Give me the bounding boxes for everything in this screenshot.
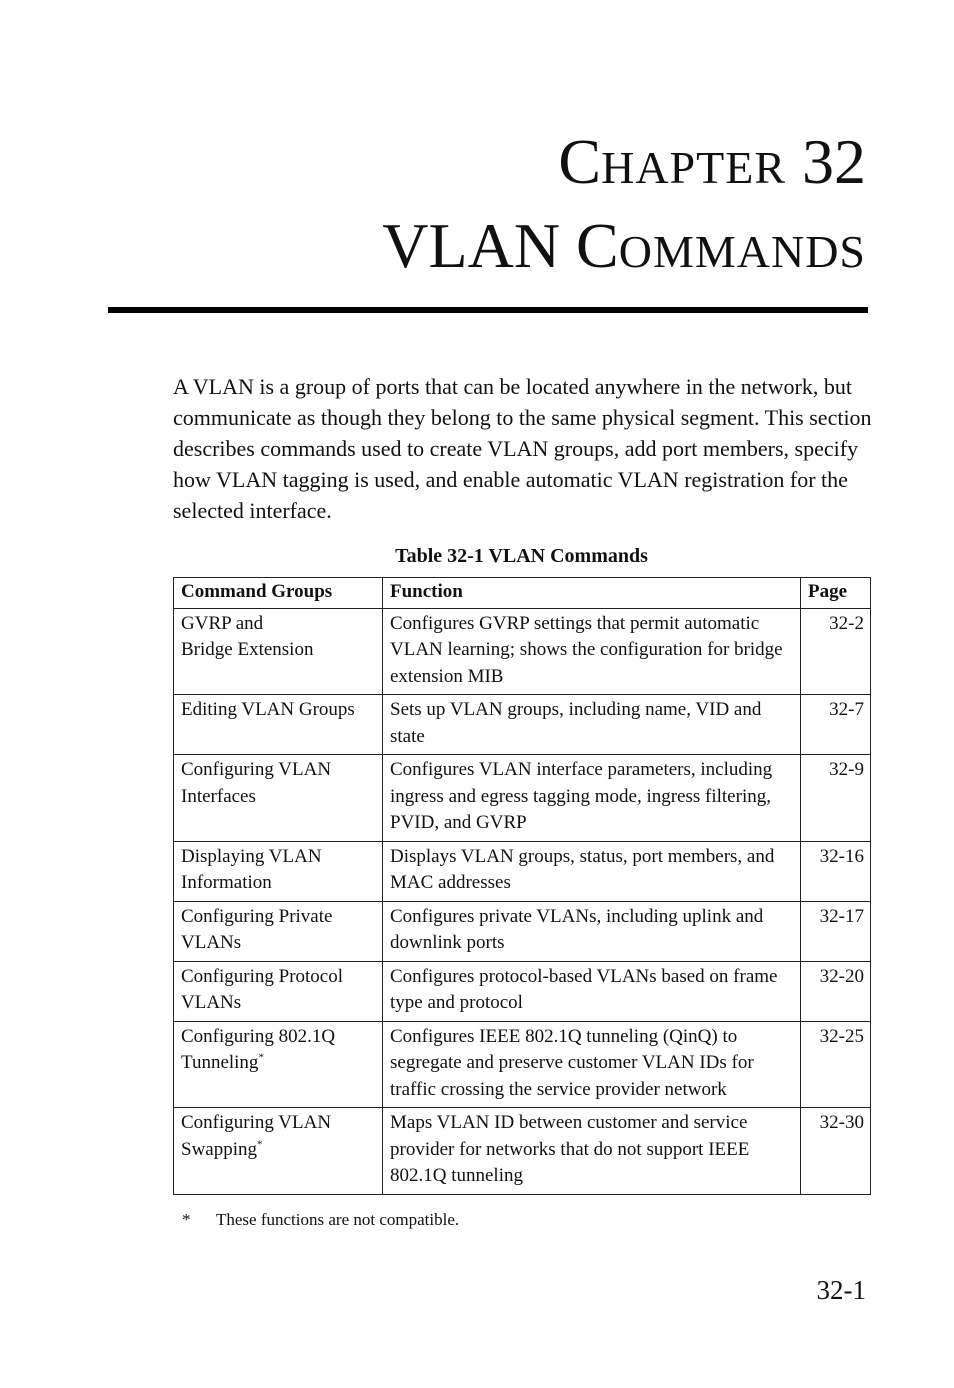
function-cell: Configures private VLANs, including uplink and downlink ports xyxy=(383,901,801,961)
table-caption: Table 32-1 VLAN Commands xyxy=(395,545,648,567)
table-row xyxy=(174,961,871,1021)
table-header-row xyxy=(174,578,871,609)
command-group-cell xyxy=(174,1108,383,1195)
function-cell: Displays VLAN groups, status, port members, and MAC addresses xyxy=(383,841,801,901)
chapter-title xyxy=(382,210,866,281)
function-cell: Sets up VLAN groups, including name, VID and state xyxy=(383,695,801,755)
table-row xyxy=(174,608,871,695)
command-group-cell: Configuring Protocol VLANs xyxy=(174,961,383,1021)
function-cell: Configures protocol-based VLANs based on frame type and protocol xyxy=(383,961,801,1021)
function-cell: Configures GVRP settings that permit automatic VLAN learning; shows the configuration for bridge extension MIB xyxy=(383,608,801,695)
table-row xyxy=(174,901,871,961)
page-cell: 32-25 xyxy=(801,1021,871,1108)
vlan-commands-table xyxy=(173,577,871,1195)
function-cell: Maps VLAN ID between customer and service provider for networks that do not support IEEE 802.1Q tunneling xyxy=(383,1108,801,1195)
page-cell: 32-9 xyxy=(801,755,871,842)
chapter-title-rest: OMMANDS xyxy=(618,226,866,277)
command-group-line: Bridge Extension xyxy=(181,639,314,660)
command-group-cell: Configuring VLAN Interfaces xyxy=(174,755,383,842)
function-cell: Configures VLAN interface parameters, including ingress and egress tagging mode, ingress filtering, PVID, and GVRP xyxy=(383,755,801,842)
page-cell: 32-17 xyxy=(801,901,871,961)
command-group-cell: Configuring Private VLANs xyxy=(174,901,383,961)
chapter-number: 32 xyxy=(802,126,866,197)
chapter-title-main: VLAN xyxy=(382,210,561,281)
footnote-marker: * xyxy=(258,1051,264,1064)
table-row xyxy=(174,755,871,842)
chapter-label xyxy=(558,126,866,197)
footnote-text: These functions are not compatible. xyxy=(216,1210,460,1229)
chapter-rule xyxy=(108,307,868,313)
page-cell: 32-2 xyxy=(801,608,871,695)
chapter-label-initial: C xyxy=(558,126,602,197)
command-group-cell xyxy=(174,608,383,695)
table-row xyxy=(174,1108,871,1195)
function-cell: Configures IEEE 802.1Q tunneling (QinQ) to segregate and preserve customer VLAN IDs for traffic crossing the service provider network xyxy=(383,1021,801,1108)
footnote-marker: * xyxy=(257,1138,263,1151)
page-cell: 32-30 xyxy=(801,1108,871,1195)
command-group-cell: Editing VLAN Groups xyxy=(174,695,383,755)
command-group-line: GVRP and xyxy=(181,612,264,634)
header-function: Function xyxy=(383,578,801,609)
command-group-text: Configuring VLAN Swapping xyxy=(181,1112,332,1160)
command-group-cell xyxy=(174,1021,383,1108)
table-row xyxy=(174,1021,871,1108)
command-group-text: Configuring 802.1Q Tunneling xyxy=(181,1025,336,1073)
page-cell: 32-16 xyxy=(801,841,871,901)
intro-paragraph: A VLAN is a group of ports that can be located anywhere in the network, but communicate as though they belong to the same physical segment. This section describes commands used to create VLAN groups, add port members, specify how VLAN tagging is used, and enable automatic VLAN registration for the selected interface. xyxy=(173,374,872,523)
table-row xyxy=(174,841,871,901)
chapter-label-rest: HAPTER xyxy=(601,142,786,193)
chapter-title-initial: C xyxy=(576,210,619,281)
command-group-cell: Displaying VLAN Information xyxy=(174,841,383,901)
header-command-groups: Command Groups xyxy=(174,578,383,609)
header-page: Page xyxy=(801,578,871,609)
table-row xyxy=(174,695,871,755)
table-footnote xyxy=(182,1210,459,1230)
page-number: 32-1 xyxy=(816,1275,866,1305)
page-cell: 32-20 xyxy=(801,961,871,1021)
page-cell: 32-7 xyxy=(801,695,871,755)
footnote-mark: * xyxy=(182,1210,191,1229)
